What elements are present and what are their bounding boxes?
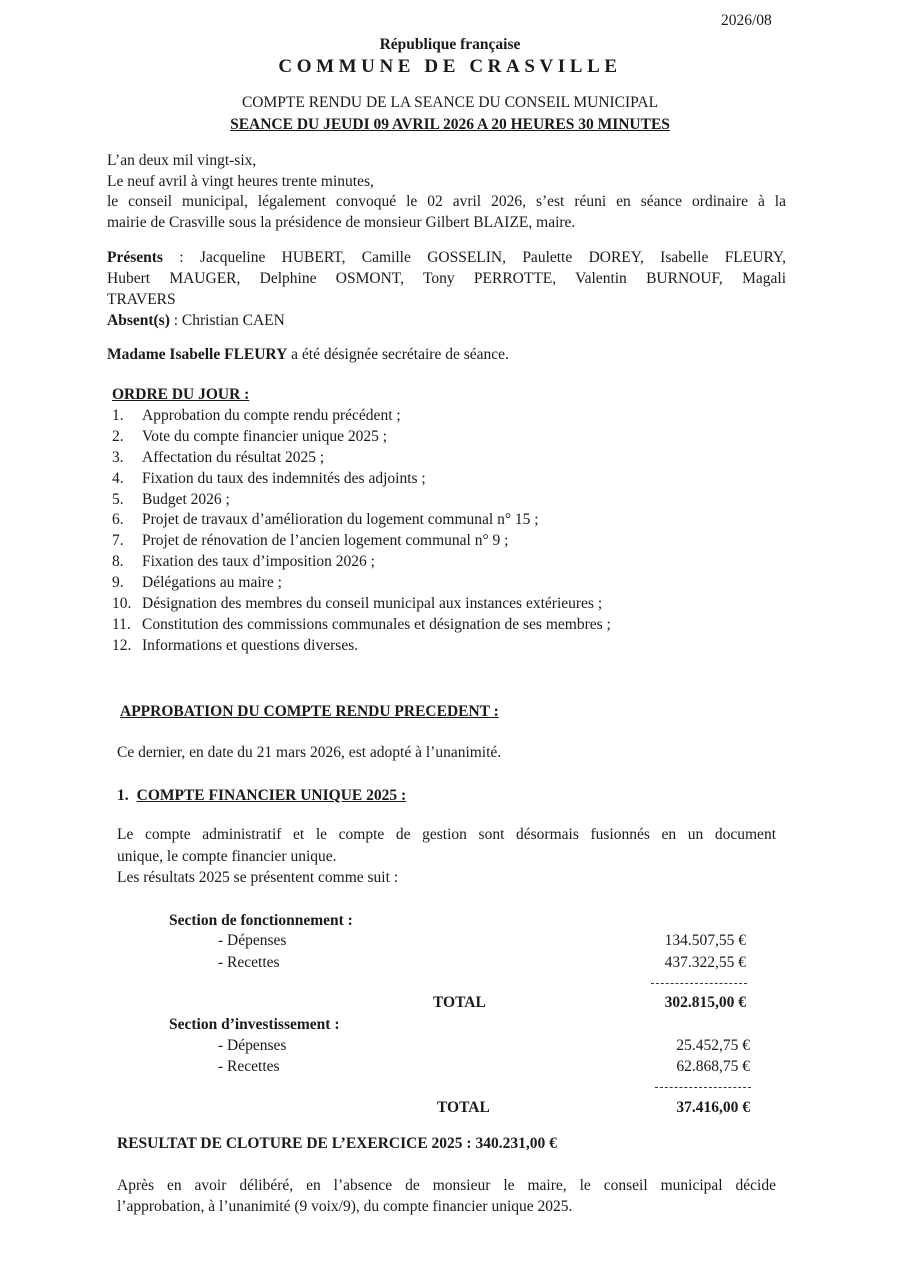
fonctionnement-depenses-label: - Dépenses xyxy=(218,932,287,949)
fonctionnement-recettes-label: - Recettes xyxy=(218,954,280,971)
agenda-item: 3. Affectation du résultat 2025 ; xyxy=(112,448,325,466)
agenda-item: 7. Projet de rénovation de l’ancien logement communal n° 9 ; xyxy=(112,532,509,550)
present-label: Présents xyxy=(107,249,163,266)
commune-heading: COMMUNE DE CRASVILLE xyxy=(278,56,622,77)
cfu-paragraph-line: Les résultats 2025 se présentent comme suit : xyxy=(117,869,399,886)
decision-line: l’approbation, à l’unanimité (9 voix/9), du compte financier unique 2025. xyxy=(117,1198,573,1215)
absent-names: : Christian CAEN xyxy=(169,312,285,329)
absent-line xyxy=(107,312,285,330)
document-reference: 2026/08 xyxy=(721,12,772,29)
agenda-item: 1. Approbation du compte rendu précédent ; xyxy=(112,407,401,424)
agenda-item: 11. Constitution des commissions communales et désignation de ses membres ; xyxy=(112,615,611,633)
investissement-total-label: TOTAL xyxy=(437,1099,490,1116)
total-divider xyxy=(651,983,747,984)
agenda-item: 5. Budget 2026 ; xyxy=(112,490,230,508)
present-names: : Jacqueline HUBERT, Camille GOSSELIN, Paulette DOREY, Isabelle FLEURY, xyxy=(162,249,786,266)
agenda-item: 8. Fixation des taux d’imposition 2026 ; xyxy=(112,553,375,571)
republic-heading: République française xyxy=(379,36,521,53)
session-title: SEANCE DU JEUDI 09 AVRIL 2026 A 20 HEURES 30 MINUTES xyxy=(230,116,670,133)
secretary-text: a été désignée secrétaire de séance. xyxy=(287,346,509,363)
agenda-item: 4. Fixation du taux des indemnités des adjoints ; xyxy=(112,469,426,487)
cfu-paragraph-line: unique, le compte financier unique. xyxy=(117,848,337,865)
investissement-depenses-label: - Dépenses xyxy=(218,1037,287,1054)
total-divider xyxy=(655,1087,751,1088)
agenda-item: 10. Désignation des membres du conseil municipal aux instances extérieures ; xyxy=(112,595,603,613)
closing-result: RESULTAT DE CLOTURE DE L’EXERCICE 2025 : 340.231,00 € xyxy=(117,1135,557,1152)
cfu-paragraph-line: Le compte administratif et le compte de gestion sont désormais fusionnés en un document xyxy=(117,826,776,843)
approval-text: Ce dernier, en date du 21 mars 2026, est adopté à l’unanimité. xyxy=(117,744,502,761)
report-title: COMPTE RENDU DE LA SEANCE DU CONSEIL MUNICIPAL xyxy=(241,94,659,111)
intro-line: le conseil municipal, légalement convoqué le 02 avril 2026, s’est réuni en séance ordinaire à la xyxy=(107,193,786,210)
present-line: Hubert MAUGER, Delphine OSMONT, Tony PERROTTE, Valentin BURNOUF, Magali xyxy=(107,270,786,287)
intro-line: Le neuf avril à vingt heures trente minutes, xyxy=(107,173,374,190)
intro-line: mairie de Crasville sous la présidence de monsieur Gilbert BLAIZE, maire. xyxy=(107,214,576,231)
investissement-recettes-value: 62.868,75 € xyxy=(676,1058,750,1075)
approval-title: APPROBATION DU COMPTE RENDU PRECEDENT : xyxy=(120,703,499,720)
agenda-item: 9. Délégations au maire ; xyxy=(112,574,282,592)
agenda-list xyxy=(112,406,611,657)
fonctionnement-total-value: 302.815,00 € xyxy=(664,994,746,1011)
agenda-item: 12. Informations et questions diverses. xyxy=(112,636,359,654)
fonctionnement-depenses-value: 134.507,55 € xyxy=(664,932,746,949)
cfu-number: 1. xyxy=(117,787,129,804)
cfu-heading xyxy=(117,787,406,805)
agenda-item: 6. Projet de travaux d’amélioration du logement communal n° 15 ; xyxy=(112,511,539,529)
cfu-title: COMPTE FINANCIER UNIQUE 2025 : xyxy=(136,787,407,804)
secretary-name: Madame Isabelle FLEURY xyxy=(107,346,288,363)
fonctionnement-label: Section de fonctionnement : xyxy=(169,912,353,929)
investissement-label: Section d’investissement : xyxy=(169,1016,340,1033)
fonctionnement-total-label: TOTAL xyxy=(433,994,486,1011)
absent-label: Absent(s) xyxy=(107,312,170,329)
present-line xyxy=(107,249,786,267)
intro-line: L’an deux mil vingt-six, xyxy=(107,152,257,169)
secretary-line xyxy=(107,346,509,364)
investissement-recettes-label: - Recettes xyxy=(218,1058,280,1075)
agenda-title: ORDRE DU JOUR : xyxy=(112,386,250,403)
decision-line: Après en avoir délibéré, en l’absence de monsieur le maire, le conseil municipal décide xyxy=(117,1177,776,1194)
agenda-item: 2. Vote du compte financier unique 2025 ; xyxy=(112,427,388,445)
investissement-depenses-value: 25.452,75 € xyxy=(676,1037,750,1054)
fonctionnement-recettes-value: 437.322,55 € xyxy=(664,954,746,971)
investissement-total-value: 37.416,00 € xyxy=(676,1099,750,1116)
present-line: TRAVERS xyxy=(107,291,176,308)
